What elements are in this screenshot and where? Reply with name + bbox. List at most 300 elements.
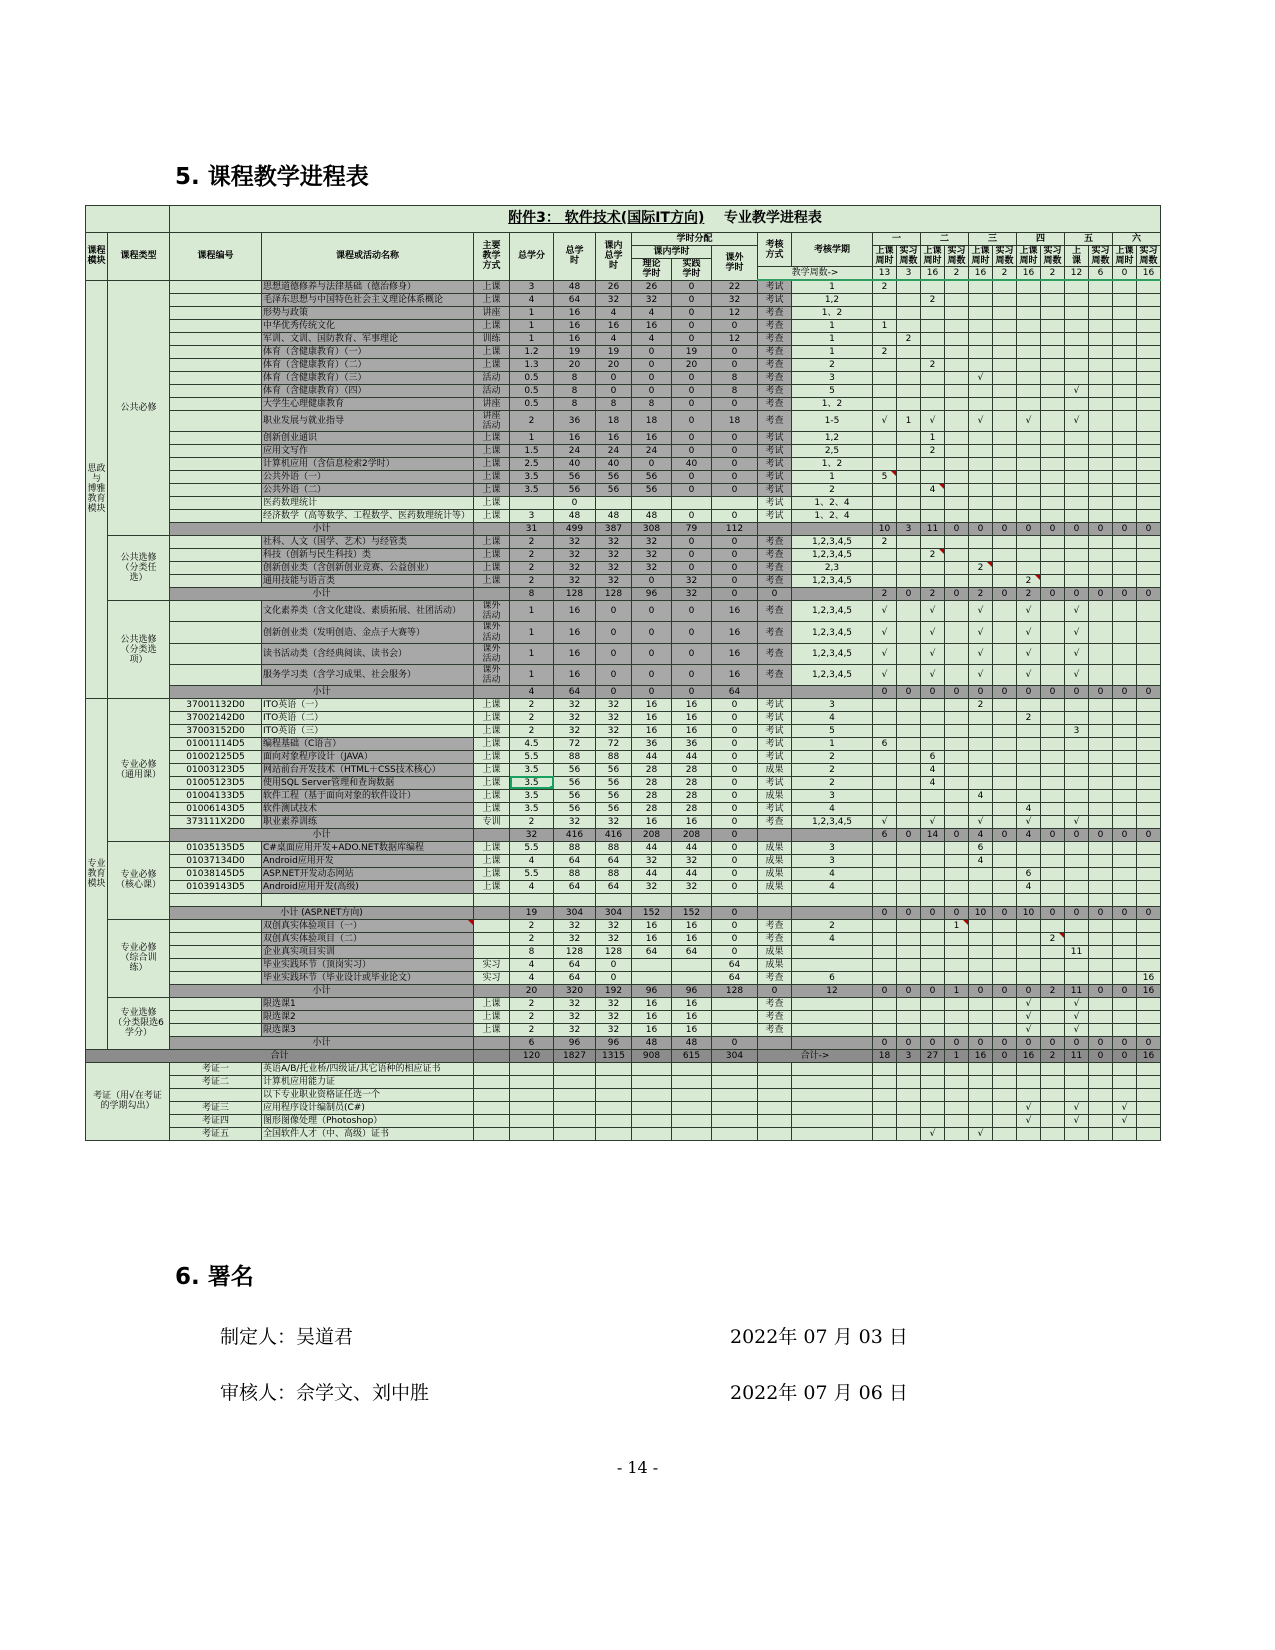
header-code: 课程编号 bbox=[170, 233, 262, 281]
course-name: 企业真实项目实训 bbox=[262, 945, 474, 958]
sem-cell bbox=[1089, 664, 1113, 685]
teaching-mode: 上课 bbox=[474, 841, 510, 854]
practice-hours: 19 bbox=[672, 346, 712, 359]
inclass-hours: 4 bbox=[596, 307, 632, 320]
sem-cell bbox=[1089, 294, 1113, 307]
practice-hours: 44 bbox=[672, 867, 712, 880]
inclass-hours: 56 bbox=[596, 763, 632, 776]
total-hours bbox=[554, 1114, 596, 1127]
reviewer-name: 审核人：佘学文、刘中胜 bbox=[220, 1382, 430, 1404]
assess-method bbox=[758, 1101, 792, 1114]
subtotal-sem-value: 0 bbox=[1041, 828, 1065, 841]
course-row bbox=[86, 471, 1161, 484]
practice-hours bbox=[672, 971, 712, 984]
sem-cell bbox=[1017, 750, 1041, 763]
practice-hours bbox=[672, 958, 712, 971]
sem-cell bbox=[1089, 432, 1113, 445]
sem-cell bbox=[1137, 536, 1161, 549]
sem-cell bbox=[1137, 346, 1161, 359]
subtotal-sem-value: 0 bbox=[969, 984, 993, 997]
assess-term: 1,2,3,4,5 bbox=[792, 575, 873, 588]
subtotal-value: 499 bbox=[554, 523, 596, 536]
subtotal-value: 48 bbox=[632, 1036, 672, 1049]
course-code bbox=[170, 280, 262, 294]
teaching-mode: 课外 活动 bbox=[474, 664, 510, 685]
sem-cell: 2 bbox=[873, 280, 897, 294]
outclass-hours: 16 bbox=[712, 601, 758, 622]
sem-cell bbox=[1065, 280, 1089, 294]
assess-method bbox=[758, 1062, 792, 1075]
course-row bbox=[86, 484, 1161, 497]
course-row bbox=[86, 510, 1161, 523]
sem-cell bbox=[1017, 789, 1041, 802]
total-hours: 24 bbox=[554, 445, 596, 458]
course-code: 01002125D5 bbox=[170, 750, 262, 763]
subtotal-sem-value: 0 bbox=[1065, 523, 1089, 536]
inclass-hours bbox=[596, 1062, 632, 1075]
course-row bbox=[86, 622, 1161, 643]
inclass-hours: 128 bbox=[596, 945, 632, 958]
subtotal-assess bbox=[758, 523, 792, 536]
sem-cell bbox=[897, 763, 921, 776]
sem-cell bbox=[993, 737, 1017, 750]
sem-cell: √ bbox=[1017, 1023, 1041, 1036]
theory-hours bbox=[632, 1127, 672, 1140]
practice-hours: 0 bbox=[672, 411, 712, 432]
sem-cell bbox=[897, 750, 921, 763]
course-name: 创新创业类（含创新创业竞赛、公益创业） bbox=[262, 562, 474, 575]
sem-cell bbox=[1065, 359, 1089, 372]
sem-cell bbox=[1041, 536, 1065, 549]
subtotal-sem-value: 0 bbox=[1041, 588, 1065, 601]
assess-method: 考查 bbox=[758, 643, 792, 664]
assess-method: 考查 bbox=[758, 385, 792, 398]
sem-cell bbox=[945, 346, 969, 359]
sem-cell bbox=[1089, 698, 1113, 711]
credit: 2 bbox=[510, 711, 554, 724]
course-row bbox=[86, 346, 1161, 359]
header-credit: 总学分 bbox=[510, 233, 554, 281]
outclass-hours: 0 bbox=[712, 880, 758, 893]
theory-hours: 0 bbox=[632, 385, 672, 398]
practice-hours: 0 bbox=[672, 484, 712, 497]
sem-cell bbox=[969, 458, 993, 471]
course-name bbox=[262, 893, 474, 906]
total-hours: 56 bbox=[554, 776, 596, 789]
assess-term: 3 bbox=[792, 841, 873, 854]
header-sem-6-class: 上课 周时 bbox=[1113, 246, 1137, 267]
practice-hours: 0 bbox=[672, 307, 712, 320]
assess-method: 成果 bbox=[758, 789, 792, 802]
total-hours: 48 bbox=[554, 280, 596, 294]
sem-cell: 2 bbox=[921, 549, 945, 562]
sem-cell bbox=[993, 776, 1017, 789]
inclass-hours: 0 bbox=[596, 971, 632, 984]
teaching-mode: 上课 bbox=[474, 294, 510, 307]
sem-cell bbox=[1065, 1062, 1089, 1075]
sem-cell bbox=[921, 997, 945, 1010]
subtotal-sem-value: 0 bbox=[1137, 685, 1161, 698]
course-name: ASP.NET开发动态网站 bbox=[262, 867, 474, 880]
sem-cell bbox=[969, 893, 993, 906]
sem-cell bbox=[1017, 698, 1041, 711]
assess-method: 考查 bbox=[758, 549, 792, 562]
course-row bbox=[86, 359, 1161, 372]
total-hours: 48 bbox=[554, 510, 596, 523]
total-hours: 88 bbox=[554, 841, 596, 854]
sem-cell bbox=[1041, 411, 1065, 432]
subtotal-sem-value: 0 bbox=[945, 588, 969, 601]
sem-cell bbox=[1089, 346, 1113, 359]
sem-cell bbox=[897, 471, 921, 484]
credit bbox=[510, 1075, 554, 1088]
sem-cell bbox=[1113, 622, 1137, 643]
sem-cell bbox=[969, 971, 993, 984]
header-sem-6: 六 bbox=[1113, 233, 1161, 246]
practice-hours: 0 bbox=[672, 333, 712, 346]
subtotal-sem-value: 0 bbox=[1017, 685, 1041, 698]
practice-hours: 0 bbox=[672, 280, 712, 294]
sem-cell bbox=[1065, 737, 1089, 750]
sem-cell bbox=[873, 294, 897, 307]
inclass-hours: 56 bbox=[596, 789, 632, 802]
header-inclass: 课内 总学 时 bbox=[596, 233, 632, 281]
certificate-label: 考证二 bbox=[170, 1075, 262, 1088]
subtotal-sem-value: 2 bbox=[873, 588, 897, 601]
credit: 2 bbox=[510, 724, 554, 737]
outclass-hours: 0 bbox=[712, 458, 758, 471]
sem-cell bbox=[969, 1114, 993, 1127]
course-row bbox=[86, 432, 1161, 445]
assess-term: 1 bbox=[792, 471, 873, 484]
sem-cell: 4 bbox=[1017, 802, 1041, 815]
teaching-mode: 上课 bbox=[474, 346, 510, 359]
sem-cell bbox=[945, 320, 969, 333]
teaching-mode: 上课 bbox=[474, 880, 510, 893]
sem-cell bbox=[1089, 320, 1113, 333]
sem-cell bbox=[993, 549, 1017, 562]
sem-cell bbox=[1041, 1023, 1065, 1036]
sem-cell bbox=[993, 711, 1017, 724]
sem-cell bbox=[1113, 1010, 1137, 1023]
sem-cell bbox=[1113, 575, 1137, 588]
assess-term: 1,2,3,4,5 bbox=[792, 601, 873, 622]
sem-cell: √ bbox=[1065, 815, 1089, 828]
teaching-mode: 上课 bbox=[474, 724, 510, 737]
sem-cell bbox=[1137, 359, 1161, 372]
assess-term bbox=[792, 1062, 873, 1075]
subtotal-sem-value: 0 bbox=[1041, 1036, 1065, 1049]
sem-cell bbox=[1089, 1127, 1113, 1140]
sem-cell: √ bbox=[1017, 815, 1041, 828]
sem-cell bbox=[921, 385, 945, 398]
total-label: 合计 bbox=[86, 1049, 474, 1062]
sem-cell bbox=[993, 320, 1017, 333]
sem-cell bbox=[1113, 698, 1137, 711]
header-sem-4-intern: 实习 周数 bbox=[1041, 246, 1065, 267]
teaching-mode: 上课 bbox=[474, 549, 510, 562]
theory-hours: 44 bbox=[632, 750, 672, 763]
subtotal-mode bbox=[474, 828, 510, 841]
course-name: 毕业实践环节（毕业设计或毕业论文） bbox=[262, 971, 474, 984]
practice-hours: 0 bbox=[672, 510, 712, 523]
header-sem-2-intern: 实习 周数 bbox=[945, 246, 969, 267]
sem-cell bbox=[897, 643, 921, 664]
subtotal-sem-value: 11 bbox=[1065, 984, 1089, 997]
course-name: 创新创业类（发明创造、金点子大赛等） bbox=[262, 622, 474, 643]
assess-method: 考试 bbox=[758, 445, 792, 458]
outclass-hours bbox=[712, 1023, 758, 1036]
credit bbox=[510, 497, 554, 510]
teaching-mode: 活动 bbox=[474, 372, 510, 385]
type-label: 公共选修 （分类选 项） bbox=[108, 601, 170, 699]
sem-cell bbox=[1113, 411, 1137, 432]
sem-cell bbox=[1089, 1010, 1113, 1023]
sem-cell bbox=[993, 945, 1017, 958]
inclass-hours: 8 bbox=[596, 398, 632, 411]
subtotal-value: 64 bbox=[554, 685, 596, 698]
outclass-hours: 8 bbox=[712, 385, 758, 398]
teaching-mode bbox=[474, 1088, 510, 1101]
subtotal-value: 0 bbox=[632, 685, 672, 698]
assess-term: 1、2 bbox=[792, 458, 873, 471]
assess-term: 3 bbox=[792, 789, 873, 802]
sem-cell bbox=[1113, 385, 1137, 398]
inclass-hours bbox=[596, 1075, 632, 1088]
total-hours: 88 bbox=[554, 750, 596, 763]
sem-cell bbox=[1065, 854, 1089, 867]
sem-cell bbox=[1137, 919, 1161, 932]
subtotal-value: 96 bbox=[596, 1036, 632, 1049]
total-hours: 16 bbox=[554, 622, 596, 643]
sem-cell bbox=[921, 346, 945, 359]
inclass-hours: 32 bbox=[596, 549, 632, 562]
sem-cell bbox=[1137, 1127, 1161, 1140]
subtotal-sem-value: 0 bbox=[921, 984, 945, 997]
theory-hours: 0 bbox=[632, 643, 672, 664]
outclass-hours: 0 bbox=[712, 711, 758, 724]
sem-cell: 2 bbox=[969, 698, 993, 711]
sem-cell bbox=[1137, 854, 1161, 867]
outclass-hours: 12 bbox=[712, 307, 758, 320]
course-name: 网站前台开发技术（HTML＋CSS技术核心） bbox=[262, 763, 474, 776]
subtotal-sem-value: 0 bbox=[969, 523, 993, 536]
teaching-mode: 上课 bbox=[474, 497, 510, 510]
sem-cell bbox=[1089, 333, 1113, 346]
assess-term: 1、2、4 bbox=[792, 510, 873, 523]
total-sem-value: 0 bbox=[1089, 1049, 1113, 1062]
subtotal-term bbox=[792, 906, 873, 919]
sem-cell bbox=[969, 724, 993, 737]
practice-hours bbox=[672, 1075, 712, 1088]
theory-hours bbox=[632, 1062, 672, 1075]
course-row bbox=[86, 802, 1161, 815]
sem-cell bbox=[969, 385, 993, 398]
sem-cell bbox=[1089, 802, 1113, 815]
type-label: 专业必修 （通用课） bbox=[108, 698, 170, 841]
teaching-mode: 讲座 bbox=[474, 307, 510, 320]
sem-cell: √ bbox=[921, 601, 945, 622]
total-hours: 32 bbox=[554, 815, 596, 828]
teaching-mode: 课外 活动 bbox=[474, 643, 510, 664]
sem-cell bbox=[921, 458, 945, 471]
sem-cell bbox=[921, 372, 945, 385]
outclass-hours: 12 bbox=[712, 333, 758, 346]
inclass-hours: 88 bbox=[596, 750, 632, 763]
hours-value bbox=[596, 893, 632, 906]
sem-cell bbox=[921, 789, 945, 802]
assess-term: 4 bbox=[792, 711, 873, 724]
sem-cell bbox=[1137, 510, 1161, 523]
sem-cell bbox=[1113, 643, 1137, 664]
sem-cell bbox=[1089, 398, 1113, 411]
sem-cell bbox=[921, 1062, 945, 1075]
sem-cell bbox=[921, 562, 945, 575]
sem-cell bbox=[1113, 802, 1137, 815]
sem-cell bbox=[993, 867, 1017, 880]
sem-cell: √ bbox=[1065, 385, 1089, 398]
course-row bbox=[86, 333, 1161, 346]
assess-method: 考查 bbox=[758, 575, 792, 588]
inclass-hours: 56 bbox=[596, 484, 632, 497]
course-name: C#桌面应用开发+ADO.NET数据库编程 bbox=[262, 841, 474, 854]
inclass-hours: 0 bbox=[596, 664, 632, 685]
sem-cell bbox=[897, 867, 921, 880]
sem-cell bbox=[945, 776, 969, 789]
sem-cell bbox=[1017, 549, 1041, 562]
subtotal-sem-value: 0 bbox=[993, 828, 1017, 841]
assess-term: 1、2 bbox=[792, 398, 873, 411]
sem-cell: 4 bbox=[921, 763, 945, 776]
subtotal-mode bbox=[474, 906, 510, 919]
practice-hours: 0 bbox=[672, 320, 712, 333]
outclass-hours: 64 bbox=[712, 971, 758, 984]
subtotal-sem-value: 0 bbox=[1089, 588, 1113, 601]
sem-cell: √ bbox=[1065, 1010, 1089, 1023]
sem-cell bbox=[897, 510, 921, 523]
outclass-hours: 0 bbox=[712, 510, 758, 523]
sem-cell: 3 bbox=[1065, 724, 1089, 737]
subtotal-sem-value: 0 bbox=[1113, 523, 1137, 536]
sem-cell bbox=[897, 971, 921, 984]
course-name: Android应用开发 bbox=[262, 854, 474, 867]
sem-cell bbox=[1065, 372, 1089, 385]
sem-cell bbox=[1065, 867, 1089, 880]
subtotal-sem-value: 16 bbox=[1137, 984, 1161, 997]
sem-cell bbox=[873, 372, 897, 385]
credit: 3.5 bbox=[510, 484, 554, 497]
sem-cell bbox=[945, 1075, 969, 1088]
assess-method: 考查 bbox=[758, 346, 792, 359]
teaching-weeks-value: 12 bbox=[1065, 267, 1089, 281]
certificate-row bbox=[86, 1114, 1161, 1127]
theory-hours bbox=[632, 1088, 672, 1101]
assess-term: 1,2,3,4,5 bbox=[792, 815, 873, 828]
subtotal-sem-value: 0 bbox=[897, 685, 921, 698]
practice-hours: 16 bbox=[672, 1010, 712, 1023]
sem-cell: 2 bbox=[921, 294, 945, 307]
sem-cell bbox=[1137, 1101, 1161, 1114]
sem-cell bbox=[1065, 971, 1089, 984]
teaching-mode bbox=[474, 932, 510, 945]
signature-maker-row bbox=[220, 1322, 1050, 1349]
credit: 1 bbox=[510, 333, 554, 346]
theory-hours: 0 bbox=[632, 601, 672, 622]
header-sem-2: 二 bbox=[921, 233, 969, 246]
sem-cell bbox=[921, 1088, 945, 1101]
credit: 1.3 bbox=[510, 359, 554, 372]
assess-method: 考试 bbox=[758, 776, 792, 789]
sem-cell bbox=[1041, 664, 1065, 685]
sem-cell bbox=[1065, 294, 1089, 307]
sem-cell bbox=[1113, 346, 1137, 359]
inclass-hours: 88 bbox=[596, 841, 632, 854]
subtotal-sem-value: 0 bbox=[1065, 828, 1089, 841]
sem-cell bbox=[1137, 698, 1161, 711]
outclass-hours: 0 bbox=[712, 841, 758, 854]
sem-cell bbox=[1017, 932, 1041, 945]
sem-cell bbox=[1089, 471, 1113, 484]
credit: 1 bbox=[510, 320, 554, 333]
sem-cell bbox=[993, 497, 1017, 510]
sem-cell bbox=[921, 1114, 945, 1127]
course-code bbox=[170, 664, 262, 685]
sem-cell bbox=[1017, 372, 1041, 385]
outclass-hours: 0 bbox=[712, 854, 758, 867]
teaching-mode: 上课 bbox=[474, 445, 510, 458]
subtotal-sem-value: 4 bbox=[1017, 828, 1041, 841]
sem-cell bbox=[1089, 411, 1113, 432]
subtotal-sem-value: 2 bbox=[969, 588, 993, 601]
sem-cell bbox=[945, 698, 969, 711]
subtotal-sem-value: 0 bbox=[897, 984, 921, 997]
total-hours: 32 bbox=[554, 932, 596, 945]
subtotal-term bbox=[792, 523, 873, 536]
credit: 2 bbox=[510, 575, 554, 588]
sem-cell bbox=[969, 1075, 993, 1088]
sem-cell: √ bbox=[873, 664, 897, 685]
subtotal-sem-value: 10 bbox=[873, 523, 897, 536]
course-code: 37001132D0 bbox=[170, 698, 262, 711]
subtotal-sem-value: 0 bbox=[873, 685, 897, 698]
sem-cell bbox=[945, 841, 969, 854]
sem-cell bbox=[873, 445, 897, 458]
sem-cell bbox=[1017, 320, 1041, 333]
course-name: ITO英语（三） bbox=[262, 724, 474, 737]
theory-hours: 16 bbox=[632, 724, 672, 737]
subtotal-term bbox=[792, 588, 873, 601]
subtotal-value: 128 bbox=[596, 588, 632, 601]
subtotal-assess: 0 bbox=[758, 984, 792, 997]
subtotal-sem-value: 10 bbox=[1017, 906, 1041, 919]
sem-cell bbox=[1041, 320, 1065, 333]
sem-cell bbox=[993, 359, 1017, 372]
sem-cell: √ bbox=[969, 815, 993, 828]
assess-method bbox=[758, 1075, 792, 1088]
subtotal-sem-value: 0 bbox=[1065, 588, 1089, 601]
assess-term bbox=[792, 1010, 873, 1023]
teaching-mode: 上课 bbox=[474, 1023, 510, 1036]
inclass-hours: 48 bbox=[596, 510, 632, 523]
sem-cell bbox=[1089, 307, 1113, 320]
assess-term: 2,3 bbox=[792, 562, 873, 575]
sem-cell: √ bbox=[921, 411, 945, 432]
sem-cell: 2 bbox=[1017, 711, 1041, 724]
total-hours bbox=[554, 1127, 596, 1140]
sem-cell bbox=[873, 750, 897, 763]
sem-cell bbox=[945, 997, 969, 1010]
sem-cell bbox=[1113, 737, 1137, 750]
